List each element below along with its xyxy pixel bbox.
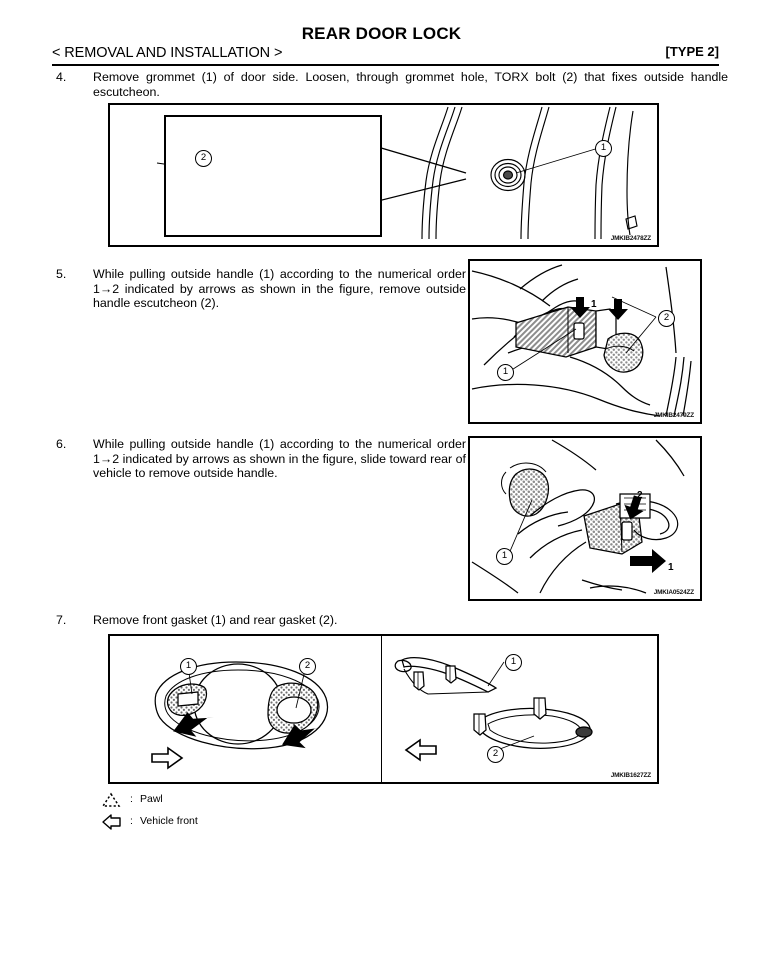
figure-5-callout-1: 1 xyxy=(497,364,514,381)
type-badge: [TYPE 2] xyxy=(665,44,719,59)
figure-7-code: JMKIB1627ZZ xyxy=(610,772,651,779)
figure-5-arrow-label-1: 1 xyxy=(591,299,597,310)
figure-5-arrow-label-2: 2 xyxy=(616,306,622,317)
figure-step-7 xyxy=(108,634,659,784)
figure-6-artwork xyxy=(470,438,696,595)
step-5-number: 5. xyxy=(56,267,67,281)
figure-7-left-callout-2: 2 xyxy=(299,658,316,675)
figure-7-left-callout-1: 1 xyxy=(180,658,197,675)
legend-pawl-label: Pawl xyxy=(140,793,163,805)
figure-5-artwork xyxy=(470,261,696,418)
step-5-text: While pulling outside handle (1) according to the numerical order 1→2 indicated by arrows as shown in the figure, remove outside handle escutcheon (2). xyxy=(93,267,466,311)
step-7-text: Remove front gasket (1) and rear gasket (2). xyxy=(93,613,338,627)
figure-4-code: JMKIB2478ZZ xyxy=(610,235,651,242)
figure-4-callout-2: 2 xyxy=(195,150,212,167)
figure-7-right-callout-1: 1 xyxy=(505,654,522,671)
section-breadcrumb: < REMOVAL AND INSTALLATION > xyxy=(52,45,283,61)
figure-5-code: JMKIB2479ZZ xyxy=(653,412,694,419)
figure-6-arrow-label-1: 1 xyxy=(668,562,674,573)
figure-4-callout-1: 1 xyxy=(595,140,612,157)
figure-6-arrow-label-2: 2 xyxy=(637,490,643,501)
left-arrow-icon xyxy=(100,814,124,830)
figure-6-code: JMKIA0524ZZ xyxy=(653,589,694,596)
figure-step-6 xyxy=(468,436,702,601)
step-7-number: 7. xyxy=(56,613,67,627)
figure-7-right-callout-2: 2 xyxy=(487,746,504,763)
step-4-number: 4. xyxy=(56,70,67,84)
header-divider xyxy=(52,64,719,66)
page-header xyxy=(0,0,763,70)
figure-step-5 xyxy=(468,259,702,424)
step-4-text: Remove grommet (1) of door side. Loosen, through grommet hole, TORX bolt (2) that fixes outside handle escutcheon. xyxy=(93,70,728,99)
legend-vehicle-front-separator: : xyxy=(130,815,133,827)
legend xyxy=(100,792,400,838)
legend-vehicle-front-label: Vehicle front xyxy=(140,815,198,827)
figure-7-left-artwork xyxy=(110,636,378,778)
figure-7-panel-divider xyxy=(381,636,382,782)
figure-4-detail-panel xyxy=(164,115,382,237)
page-title: REAR DOOR LOCK xyxy=(301,24,462,43)
legend-pawl-separator: : xyxy=(130,793,133,805)
figure-6-callout-1: 1 xyxy=(496,548,513,565)
figure-step-4 xyxy=(108,103,659,247)
step-6-text: While pulling outside handle (1) according to the numerical order 1→2 indicated by arrows as shown in the figure, slide toward rear of vehicle to remove outside handle. xyxy=(93,437,466,481)
dotted-triangle-icon xyxy=(100,792,124,808)
figure-5-callout-2: 2 xyxy=(658,310,675,327)
step-6-number: 6. xyxy=(56,437,67,451)
